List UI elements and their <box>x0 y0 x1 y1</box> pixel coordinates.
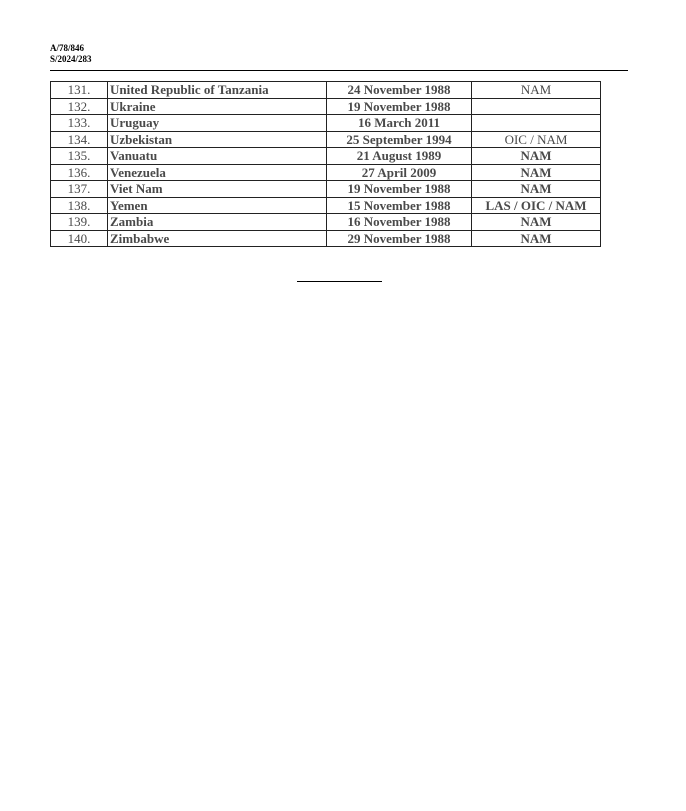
recognition-date: 29 November 1988 <box>327 230 472 247</box>
header-divider <box>50 70 628 71</box>
recognition-date: 16 November 1988 <box>327 214 472 231</box>
row-number: 131. <box>51 82 108 99</box>
row-number: 134. <box>51 131 108 148</box>
row-number: 133. <box>51 115 108 132</box>
country-name: Uruguay <box>108 115 327 132</box>
group-membership: NAM <box>472 82 601 99</box>
recognition-date: 21 August 1989 <box>327 148 472 165</box>
end-of-document-rule <box>297 281 382 282</box>
group-membership <box>472 115 601 132</box>
row-number: 136. <box>51 164 108 181</box>
table-row <box>51 148 601 165</box>
country-name: Uzbekistan <box>108 131 327 148</box>
recognition-date: 19 November 1988 <box>327 181 472 198</box>
table-row <box>51 197 601 214</box>
recognition-date: 19 November 1988 <box>327 98 472 115</box>
recognition-date: 16 March 2011 <box>327 115 472 132</box>
country-name: Zimbabwe <box>108 230 327 247</box>
recognition-table <box>50 81 601 247</box>
recognition-date: 15 November 1988 <box>327 197 472 214</box>
country-name: Ukraine <box>108 98 327 115</box>
document-symbol-a: A/78/846 <box>50 43 85 53</box>
country-name: Yemen <box>108 197 327 214</box>
row-number: 132. <box>51 98 108 115</box>
group-membership <box>472 98 601 115</box>
group-membership: LAS / OIC / NAM <box>472 197 601 214</box>
table-row <box>51 164 601 181</box>
recognition-date: 24 November 1988 <box>327 82 472 99</box>
group-membership: NAM <box>472 230 601 247</box>
country-name: Zambia <box>108 214 327 231</box>
table-body <box>51 82 601 247</box>
country-name: United Republic of Tanzania <box>108 82 327 99</box>
country-name: Venezuela <box>108 164 327 181</box>
table-row <box>51 115 601 132</box>
table-row <box>51 131 601 148</box>
row-number: 138. <box>51 197 108 214</box>
document-symbol-header <box>50 43 92 65</box>
group-membership: NAM <box>472 214 601 231</box>
recognition-date: 25 September 1994 <box>327 131 472 148</box>
row-number: 139. <box>51 214 108 231</box>
group-membership: NAM <box>472 148 601 165</box>
country-name: Viet Nam <box>108 181 327 198</box>
recognition-date: 27 April 2009 <box>327 164 472 181</box>
row-number: 135. <box>51 148 108 165</box>
row-number: 137. <box>51 181 108 198</box>
table-row <box>51 82 601 99</box>
group-membership: OIC / NAM <box>472 131 601 148</box>
group-membership: NAM <box>472 181 601 198</box>
document-symbol-s: S/2024/283 <box>50 54 92 64</box>
table-row <box>51 230 601 247</box>
country-name: Vanuatu <box>108 148 327 165</box>
table-row <box>51 98 601 115</box>
group-membership: NAM <box>472 164 601 181</box>
table-row <box>51 214 601 231</box>
row-number: 140. <box>51 230 108 247</box>
table-row <box>51 181 601 198</box>
